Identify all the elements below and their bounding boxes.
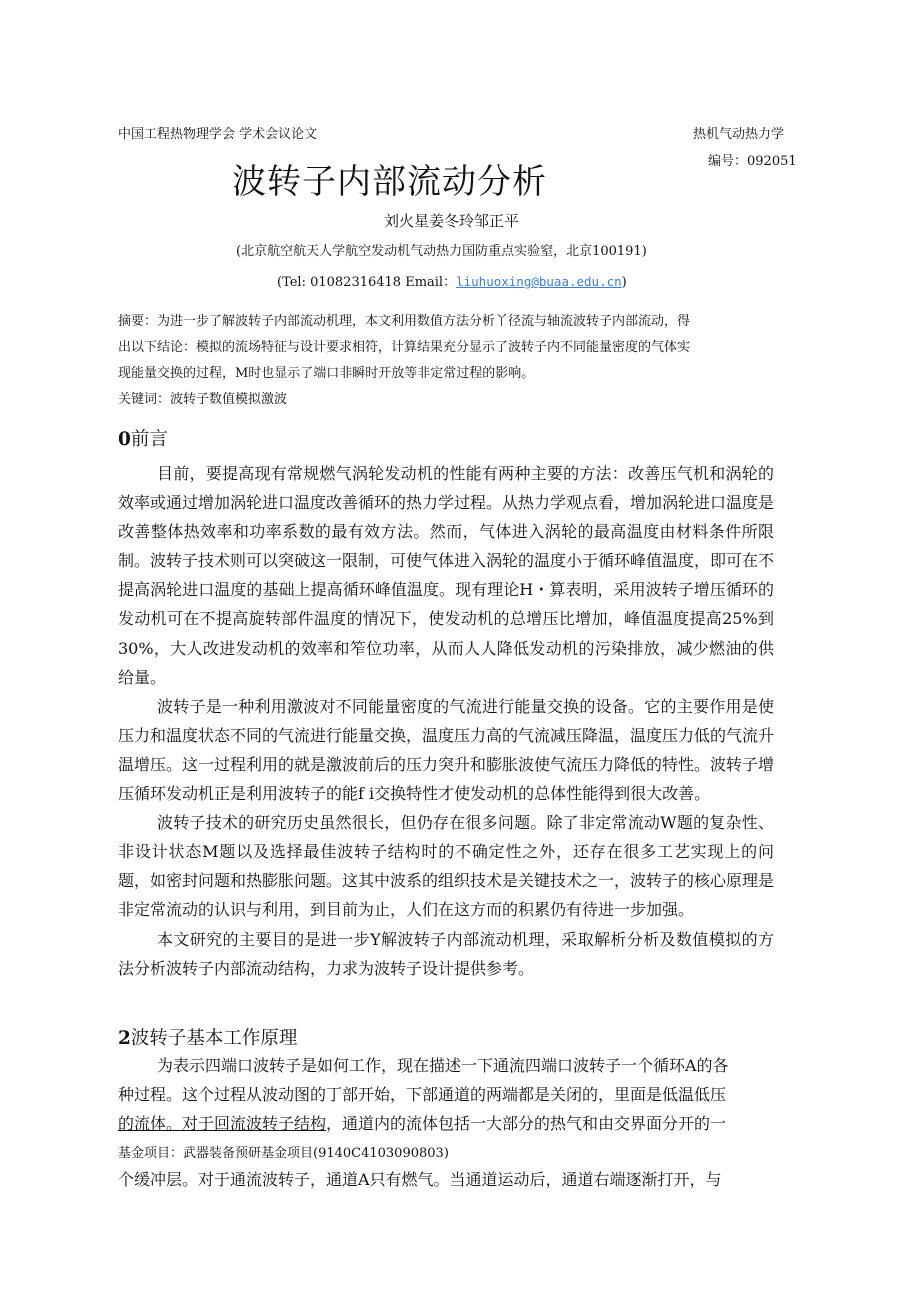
paragraph-line: 为表示四端口波转子是如何工作，现在描述一下通流四端口波转子一个循环A的各 <box>157 1056 729 1075</box>
paragraph: 波转子技术的研究历史虽然很长，但仍存在很多问题。除了非定常流动W题的复杂性、非设计状态M题以及选择最佳波转子结构时的不确定性之外，还存在很多工艺实现上的问题，如密封问题和热膨胀问题。这其中波系的组织技术是关键技术之一，波转子的核心原理是非定常流动的认识与利用，到目前为止，人们在这方而的积累仍有待进一步加强。 <box>118 813 775 920</box>
section-number: 0 <box>118 429 131 450</box>
paragraph: 目前，要提高现有常规燃气涡轮发动机的性能有两种主要的方法：改善压气机和涡轮的效率或通过增加涡轮进口温度改善循环的热力学过程。从热力学观点看，增加涡轮进口温度是改善整体热效率和功率系数的最有效方法。然而，气体进入涡轮的最高温度由材料条件所限制。波转子技术则可以突破这一限制，可使气体进入涡轮的温度小于循环峰值温度，即可在不提高涡轮进口温度的基础上提高循环峰值温度。现有理论H・算表明，采用波转子增压循环的发动机可在不提高旋转部件温度的情况下，使发动机的总增压比增加，峰值温度提高25%到30%，大人改进发动机的效率和笮位功率，从而人人降低发动机的污染排放，减少燃油的供给量。 <box>118 464 775 687</box>
contact-suffix: ) <box>621 275 627 290</box>
section-title: 波转子基本工作原理 <box>130 1028 298 1049</box>
abstract-line: 摘要：为进一步了解波转子内部流动机理，本文利用数值方法分析丫径流与轴流波转子内部流动，得 <box>118 314 691 329</box>
affiliation: (北京航空航天人学航空发动机气动热力国防重点实验窒，北京100191) <box>236 244 647 259</box>
paragraph-line <box>118 1111 726 1134</box>
paragraph-text: ，通道内的流体包括一大部分的热气和由交界面分开的一 <box>326 1114 727 1133</box>
section-heading <box>118 425 168 451</box>
abstract-line: 现能量交换的过程，M时也显示了端口非瞬时开放等非定常过程的影响。 <box>118 366 535 381</box>
paragraph-line: 个缓冲层。对于通流波转子，通道A只有燃气。当通道运动后，通道右端逐渐打开，与 <box>118 1170 722 1189</box>
paper-title: 波转子内部流动分析 <box>232 162 547 202</box>
email-link[interactable]: liuhuoxing@buaa.edu.cn <box>456 274 622 289</box>
authors: 刘火星姜冬玲邹正平 <box>384 212 520 230</box>
paper-number: 编号：092051 <box>708 154 797 169</box>
contact-line <box>277 271 627 290</box>
fund-footnote: 基金项目：武器装备预研基金项目(9140C4103090803) <box>118 1146 449 1161</box>
section-number: 2 <box>118 1028 131 1049</box>
paragraph: 波转子是一种利用激波对不同能量密度的气流进行能量交换的设备。它的主要作用是使压力和温度状态不同的气流进行能量交换，温度压力高的气流减压降温，温度压力低的气流升温增压。这一过程利用的就是激波前后的压力突升和膨胀波使气流压力降低的特性。波转子增压循环发动机正是利用波转子的能f i交换特性才使发动机的总体性能得到很大改善。 <box>118 696 775 804</box>
underlined-text: 的流体。对于回流波转子结构 <box>118 1114 327 1133</box>
keywords: 关键词：波转子数值模拟激波 <box>118 392 288 407</box>
abstract-line: 出以下结论：模拟的流场特征与设计要求相符，计算结果充分显示了波转子内不同能量密度的气体实 <box>118 340 691 355</box>
category-label: 热机气动热力学 <box>693 127 785 142</box>
section-title: 前言 <box>130 429 168 450</box>
abstract <box>118 309 773 413</box>
section-0-body <box>118 459 774 983</box>
contact-tel: (Tel: 01082316418 Email： <box>277 275 457 290</box>
paragraph: 本文研究的主要目的是进一步Y解波转子内部流动机理，采取解析分析及数值模拟的方法分析波转子内部流动结构，力求为波转子设计提供参考。 <box>118 929 774 978</box>
paragraph-line: 种过程。这个过程从波动图的丁部开始，下部通道的两端都是关闭的，里面是低温低压 <box>118 1085 727 1104</box>
section-heading <box>118 1024 297 1050</box>
conference-label: 中国工程热物理学会 学术会议论文 <box>118 127 318 142</box>
